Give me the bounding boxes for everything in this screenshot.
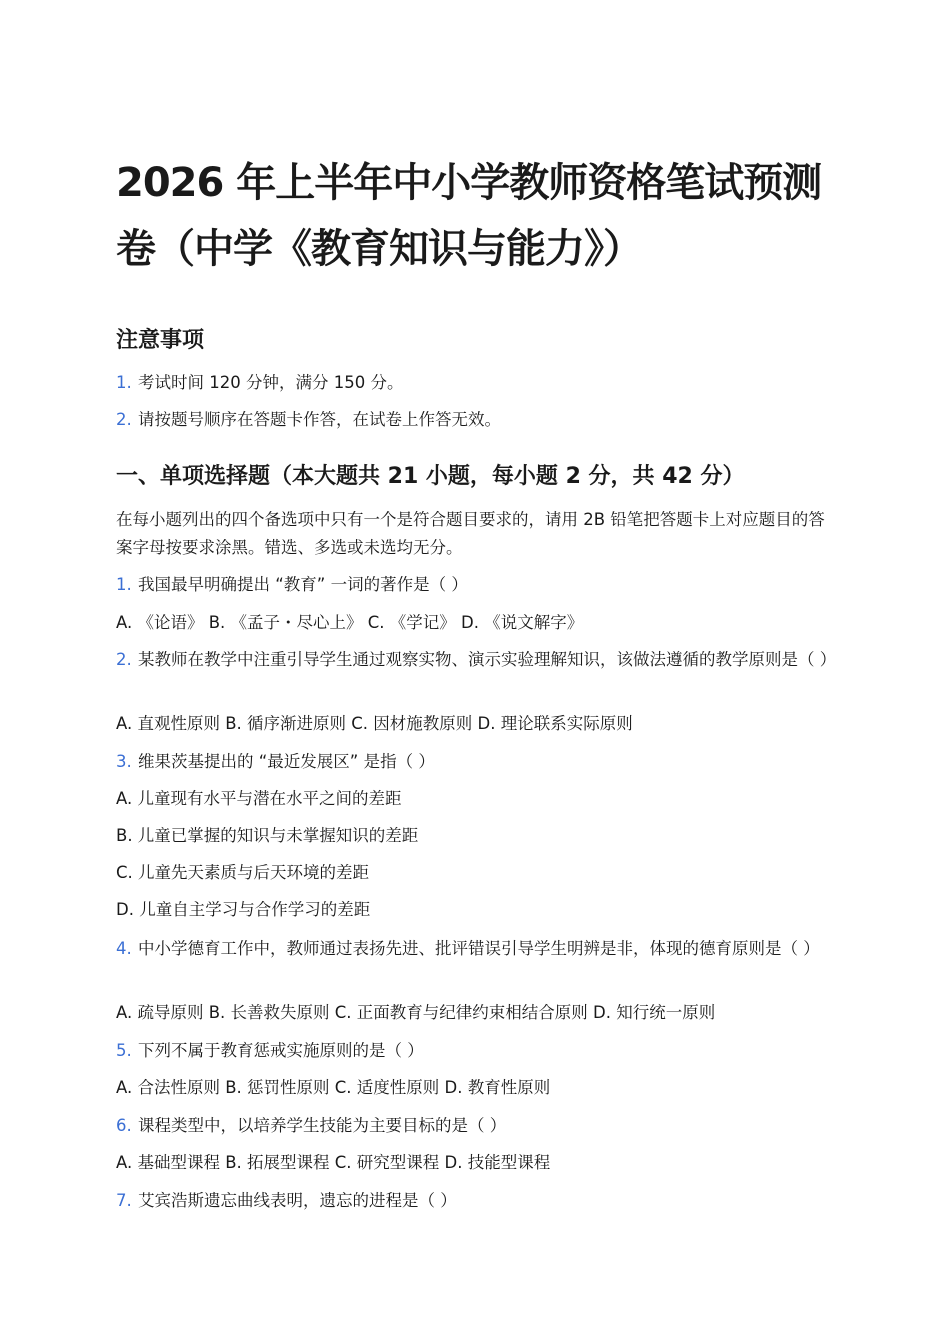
question-stem (116, 1187, 832, 1215)
notice-item (116, 369, 832, 397)
section-heading: 一、单项选择题（本大题共 21 小题，每小题 2 分，共 42 分） (116, 464, 745, 489)
question-option: A. 儿童现有水平与潜在水平之间的差距 (116, 789, 402, 808)
question-stem (116, 646, 837, 674)
question-number: 6. (116, 1116, 132, 1135)
section-instruction: 在每小题列出的四个备选项中只有一个是符合题目要求的，请用 2B 铅笔把答题卡上对应题目的答案字母按要求涂黑。错选、多选或未选均无分。 (116, 510, 825, 557)
question-number: 3. (116, 752, 132, 771)
question-text: 艾宾浩斯遗忘曲线表明，遗忘的进程是（ ） (138, 1191, 457, 1210)
document-title: 2026 年上半年中小学教师资格笔试预测卷（中学《教育知识与能力》） (116, 160, 822, 272)
notice-item-number: 2. (116, 410, 132, 429)
question-stem (116, 1112, 832, 1140)
notice-item-text: 请按题号顺序在答题卡作答，在试卷上作答无效。 (138, 410, 501, 429)
question-stem (116, 748, 832, 776)
question-text: 我国最早明确提出 “教育” 一词的著作是（ ） (138, 575, 468, 594)
question-stem (116, 935, 832, 963)
notice-heading: 注意事项 (116, 328, 205, 353)
question-number: 7. (116, 1191, 132, 1210)
question-number: 4. (116, 939, 132, 958)
question-number: 1. (116, 575, 132, 594)
question-stem (116, 1037, 832, 1065)
question-text: 课程类型中，以培养学生技能为主要目标的是（ ） (138, 1116, 507, 1135)
question-option: D. 儿童自主学习与合作学习的差距 (116, 900, 371, 919)
question-text: 下列不属于教育惩戒实施原则的是（ ） (138, 1041, 424, 1060)
question-option: C. 儿童先天素质与后天环境的差距 (116, 863, 370, 882)
question-number: 5. (116, 1041, 132, 1060)
notice-item-number: 1. (116, 373, 132, 392)
question-text: 某教师在教学中注重引导学生通过观察实物、演示实验理解知识，该做法遵循的教学原则是（ ） (138, 650, 837, 669)
question-text: 维果茨基提出的 “最近发展区” 是指（ ） (138, 752, 435, 771)
notice-item-text: 考试时间 120 分钟，满分 150 分。 (138, 373, 404, 392)
question-options: A. 《论语》 B. 《孟子・尽心上》 C. 《学记》 D. 《说文解字》 (116, 613, 584, 632)
question-options: A. 直观性原则 B. 循序渐进原则 C. 因材施教原则 D. 理论联系实际原则 (116, 714, 633, 733)
question-options: A. 合法性原则 B. 惩罚性原则 C. 适度性原则 D. 教育性原则 (116, 1078, 551, 1097)
question-options: A. 基础型课程 B. 拓展型课程 C. 研究型课程 D. 技能型课程 (116, 1153, 551, 1172)
question-stem (116, 571, 832, 599)
question-number: 2. (116, 650, 132, 669)
question-text: 中小学德育工作中，教师通过表扬先进、批评错误引导学生明辨是非，体现的德育原则是（ ） (138, 939, 820, 958)
question-options: A. 疏导原则 B. 长善救失原则 C. 正面教育与纪律约束相结合原则 D. 知行统一原则 (116, 1003, 716, 1022)
question-option: B. 儿童已掌握的知识与未掌握知识的差距 (116, 826, 419, 845)
notice-item (116, 406, 832, 434)
